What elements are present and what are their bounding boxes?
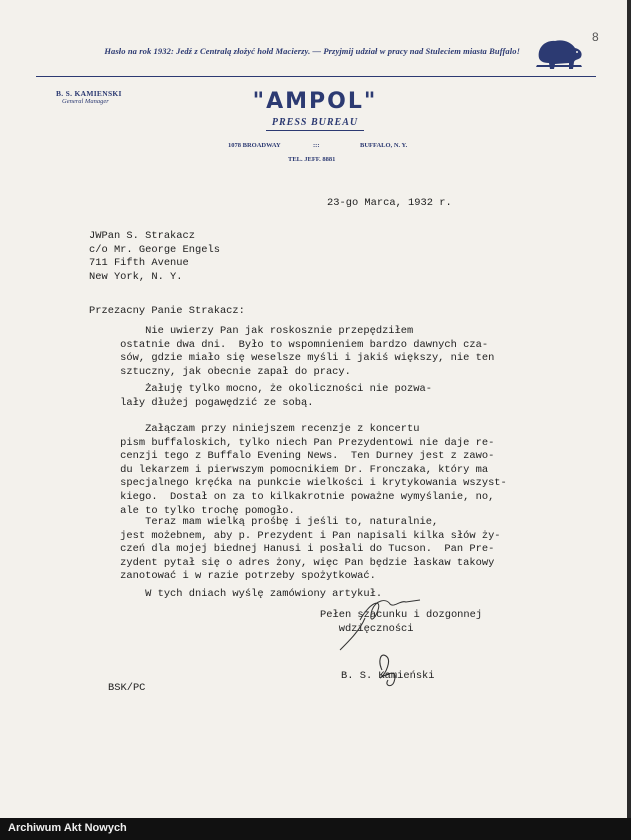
closing-phrase: Pełen szacunku i dozgonnej wdzięczności [320, 609, 483, 635]
paragraph-4: Teraz mam wielką prośbę i jeśli to, naturalnie, jest możebnem, aby p. Prezydent i Pan napisali kilka słów ży- czeń dla mojej biednej Hanusi i posłali do Tucson. Pan Pre- zydent pytał się o adres żony, więc Pan będzie łaskaw takowy zanotować i w razie potrzeby spożytkować. [120, 516, 501, 583]
address-separator: ::: [313, 142, 320, 149]
paragraph-1: Nie uwierzy Pan jak roskosznie przepędziłem ostatnie dwa dni. Było to wspomnieniem bardzo dawnych cza- sów, gdzie miało się weselsze myśli i jakiś większy, nie ten sztuczny, jak obecnie zapał do pracy. [120, 325, 495, 378]
paragraph-3: Załączam przy niniejszem recenzje z koncertu pism buffaloskich, tylko niech Pan Prezydentowi nie daje re- cenzji tego z Buffalo Evening News. Ten Durney jest z zawo- du lekarzem i pierwszym pomocnikiem Dr. Fronczaka, który ma specjalnego kręćka na punkcie wielkości i krytykowania wszyst- kiego. Dostał on za to kilkakrotnie poważne wymyślanie, no, ale to tylko trochę pomogło. [120, 423, 507, 517]
address-city: BUFFALO, N. Y. [360, 142, 408, 149]
ampol-logo: "AMPOL" [252, 89, 378, 114]
bureau-underline [266, 130, 364, 131]
pencil-page-number: 8 [592, 30, 599, 44]
page-edge-shadow [627, 0, 631, 818]
sender-name: B. S. KAMIENSKI [56, 89, 122, 98]
sender-role: General Manager [62, 98, 109, 105]
bison-logo-icon [533, 34, 585, 72]
recipient-address: JWPan S. Strakacz c/o Mr. George Engels 711 Fifth Avenue New York, N. Y. [89, 230, 220, 283]
letter-date: 23-go Marca, 1932 r. [327, 197, 452, 209]
press-bureau-title: PRESS BUREAU [271, 117, 359, 128]
archive-name: Archiwum Akt Nowych [8, 822, 127, 834]
address-street: 1078 BROADWAY [228, 142, 281, 149]
paragraph-2: Żałuję tylko mocno, że okoliczności nie pozwa- lały dłużej pogawędzić ze sobą. [120, 383, 432, 409]
letterhead-rule [36, 76, 596, 77]
letterhead-motto: Hasło na rok 1932: Jedź z Centralą złożyć hołd Macierzy. — Przyjmij udział w pracy nad Stuleciem miasta Buffalo! [104, 46, 520, 56]
paragraph-5: W tych dniach wyślę zamówiony artykuł. [89, 588, 383, 600]
telephone: TEL. JEFF. 8881 [288, 156, 336, 163]
reference-initials: BSK/PC [108, 682, 146, 694]
salutation: Przezacny Panie Strakacz: [89, 305, 245, 317]
signature-name: B. S. Kamieński [341, 670, 435, 682]
